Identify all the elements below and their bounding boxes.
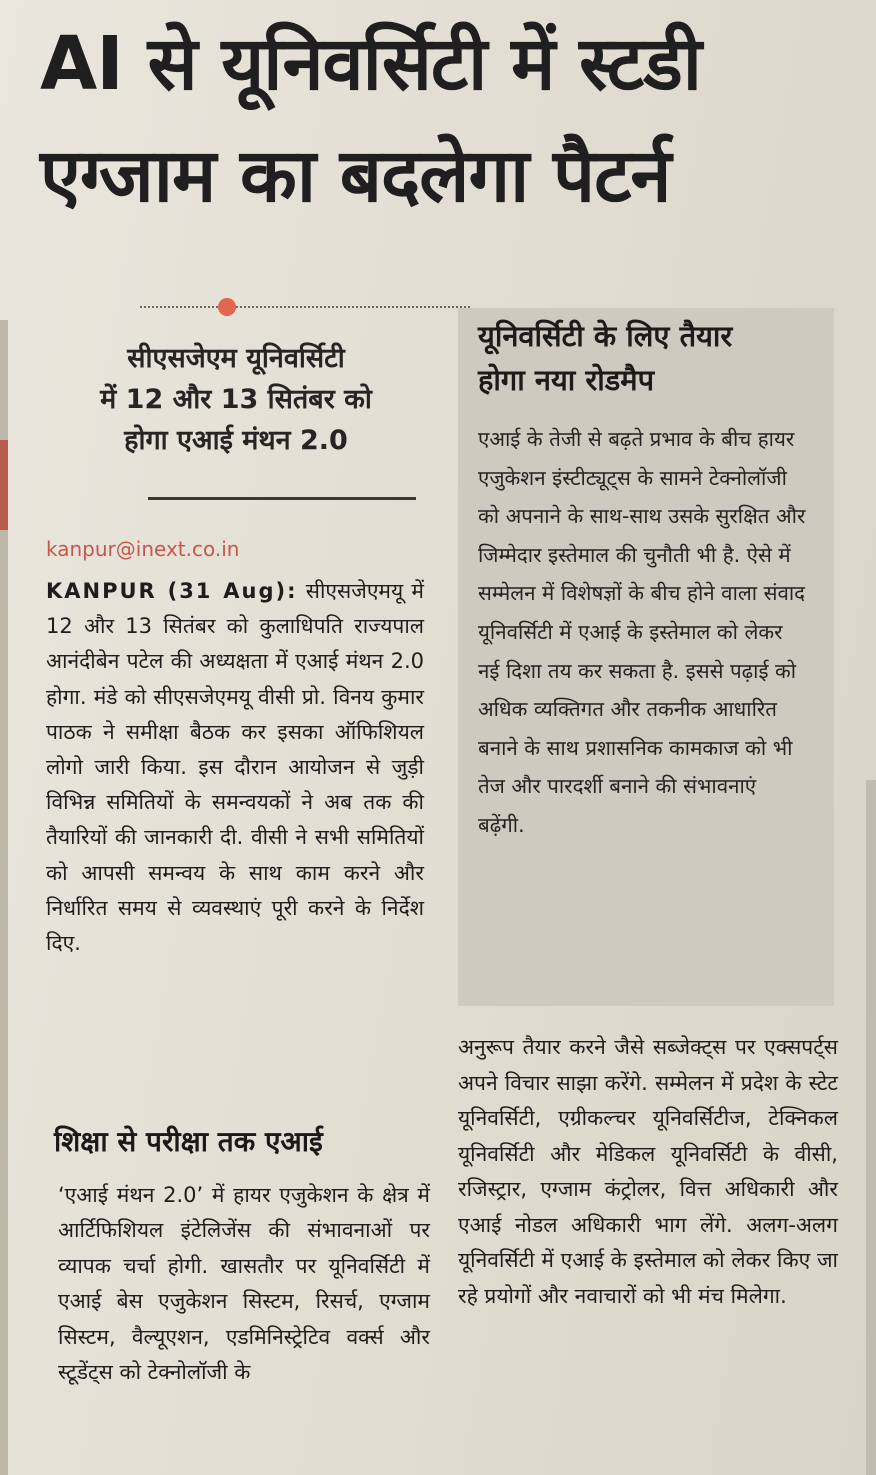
intro-text: सीएसजेएमयू में 12 और 13 सितंबर को कुलाधिपति राज्यपाल आनंदीबेन पटेल की अध्यक्षता में एआई मंथन 2.0 होगा. मंडे को सीएसजेएमयू वीसी प्रो. विनय कुमार पाठक ने समीक्षा बैठक कर इसका ऑफिशियल लोगो जारी किया. इस दौरान आयोजन से जुड़ी विभिन्न समितियों के समन्वयकों ने अब तक की तैयारियों की जानकारी दी. वीसी ने सभी समितियों को आपसी समन्वय के साथ काम करने और निर्धारित समय से व्यवस्थाएं पूरी करने के निर्देश दिए. bbox=[46, 579, 424, 956]
subhead-rule bbox=[148, 497, 416, 500]
red-dot-ornament bbox=[218, 298, 236, 316]
byline-email[interactable]: kanpur@inext.co.in bbox=[46, 537, 240, 561]
headline bbox=[40, 8, 860, 232]
subhead-line-2: में 12 और 13 सितंबर को bbox=[100, 384, 372, 415]
article-body-continued bbox=[458, 1030, 838, 1314]
sidebar-text: एआई के तेजी से बढ़ते प्रभाव के बीच हायर एजुकेशन इंस्टीट्यूट्स के सामने टेक्नोलॉजी को अपनाने के साथ-साथ उसके सुरक्षित और जिम्मेदार इस्तेमाल की चुनौती भी है. ऐसे में सम्मेलन में विशेषज्ञों के बीच होने वाला संवाद यूनिवर्सिटी में एआई के इस्तेमाल को लेकर नई दिशा तय कर सकता है. इससे पढ़ाई को अधिक व्यक्तिगत और तकनीक आधारित बनाने के साथ प्रशासनिक कामकाज को भी तेज और पारदर्शी बनाने की संभावनाएं बढ़ेंगी. bbox=[478, 427, 806, 837]
headline-line-1: AI से यूनिवर्सिटी में स्टडी bbox=[40, 21, 701, 107]
adjacent-page-edge bbox=[0, 320, 8, 1475]
article-body-intro bbox=[46, 574, 424, 961]
headline-line-2: एग्जाम का बदलेगा पैटर्न bbox=[40, 133, 671, 219]
sidebar-title-line-2: होगा नया रोडमैप bbox=[478, 363, 655, 397]
dotted-divider bbox=[140, 306, 470, 310]
sidebar-title-line-1: यूनिवर्सिटी के लिए तैयार bbox=[478, 319, 733, 353]
section-heading: शिक्षा से परीक्षा तक एआई bbox=[54, 1125, 323, 1158]
subhead-line-1: सीएसजेएम यूनिवर्सिटी bbox=[127, 343, 345, 374]
section2-text: ‘एआई मंथन 2.0’ में हायर एजुकेशन के क्षेत्र में आर्टिफिशियल इंटेलिजेंस की संभावनाओं पर व्यापक चर्चा होगी. खासतौर पर यूनिवर्सिटी में एआई बेस एजुकेशन सिस्टम, रिसर्च, एग्जाम सिस्टम, वैल्यूएशन, एडमिनिस्ट्रेटिव वर्क्स और स्टूडेंट्स को टेक्नोलॉजी के bbox=[58, 1183, 430, 1385]
subhead-line-3: होगा एआई मंथन 2.0 bbox=[124, 425, 348, 456]
sidebar-title bbox=[478, 314, 818, 402]
article-body-section2 bbox=[58, 1178, 430, 1390]
continued-text: अनुरूप तैयार करने जैसे सब्जेक्ट्स पर एक्सपर्ट्स अपने विचार साझा करेंगे. सम्मेलन में प्रदेश के स्टेट यूनिवर्सिटी, एग्रीकल्चर यूनिवर्सिटीज, टेक्निकल यूनिवर्सिटी और मेडिकल यूनिवर्सिटी के वीसी, रजिस्ट्रार, एग्जाम कंट्रोलर, वित्त अधिकारी और एआई नोडल अधिकारी भाग लेंगे. अलग-अलग यूनिवर्सिटी में एआई के इस्तेमाल को लेकर किए जा रहे प्रयोगों और नवाचारों को भी मंच मिलेगा. bbox=[458, 1035, 838, 1308]
sidebar-body bbox=[478, 420, 808, 845]
adjacent-page-edge-right bbox=[866, 780, 876, 1475]
subheadline bbox=[56, 338, 416, 461]
dateline: KANPUR (31 Aug): bbox=[46, 579, 298, 603]
